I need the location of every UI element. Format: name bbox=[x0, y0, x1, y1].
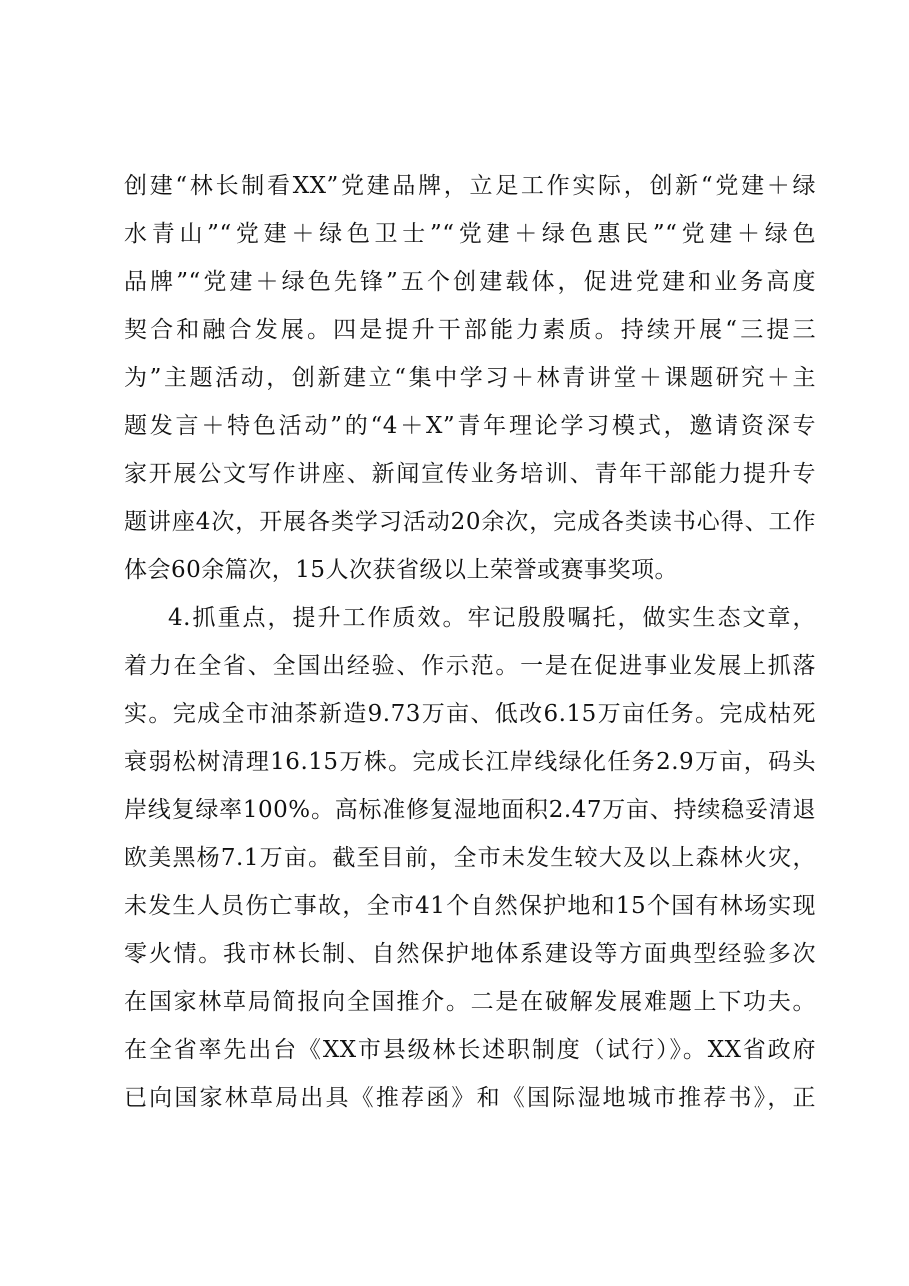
section-heading-line: 4.抓重点，提升工作质效。牢记殷殷嘱托，做实生态文章， bbox=[168, 605, 816, 631]
text-line: 水青山”“党建＋绿色卫士”“党建＋绿色惠民”“党建＋绿色 bbox=[124, 221, 816, 247]
text-line: 家开展公文写作讲座、新闻宣传业务培训、青年干部能力提升专 bbox=[124, 461, 816, 487]
text-line: 在全省率先出台《XX市县级林长述职制度（试行）》。XX省政府 bbox=[124, 1037, 816, 1063]
text-line: 未发生人员伤亡事故，全市41个自然保护地和15个国有林场实现 bbox=[124, 893, 816, 919]
text-line: 创建“林长制看XX”党建品牌，立足工作实际，创新“党建＋绿 bbox=[124, 173, 816, 199]
text-line: 为”主题活动，创新建立“集中学习＋林青讲堂＋课题研究＋主 bbox=[124, 365, 816, 391]
text-line: 品牌”“党建＋绿色先锋”五个创建载体，促进党建和业务高度 bbox=[124, 269, 816, 295]
text-line: 题发言＋特色活动”的“4＋X”青年理论学习模式，邀请资深专 bbox=[124, 413, 816, 439]
text-line: 岸线复绿率100%。高标准修复湿地面积2.47万亩、持续稳妥清退 bbox=[124, 797, 816, 823]
text-line: 题讲座4次，开展各类学习活动20余次，完成各类读书心得、工作 bbox=[124, 509, 816, 535]
text-line: 衰弱松树清理16.15万株。完成长江岸线绿化任务2.9万亩，码头 bbox=[124, 749, 816, 775]
text-line: 体会60余篇次，15人次获省级以上荣誉或赛事奖项。 bbox=[124, 557, 679, 583]
text-line: 实。完成全市油茶新造9.73万亩、低改6.15万亩任务。完成枯死 bbox=[124, 701, 816, 727]
text-line: 欧美黑杨7.1万亩。截至目前，全市未发生较大及以上森林火灾， bbox=[124, 845, 816, 871]
text-line: 零火情。我市林长制、自然保护地体系建设等方面典型经验多次 bbox=[124, 941, 816, 967]
text-line: 契合和融合发展。四是提升干部能力素质。持续开展“三提三 bbox=[124, 317, 816, 343]
text-line: 着力在全省、全国出经验、作示范。一是在促进事业发展上抓落 bbox=[124, 653, 816, 679]
text-line: 已向国家林草局出具《推荐函》和《国际湿地城市推荐书》，正 bbox=[124, 1085, 816, 1111]
text-line: 在国家林草局简报向全国推介。二是在破解发展难题上下功夫。 bbox=[124, 989, 816, 1015]
